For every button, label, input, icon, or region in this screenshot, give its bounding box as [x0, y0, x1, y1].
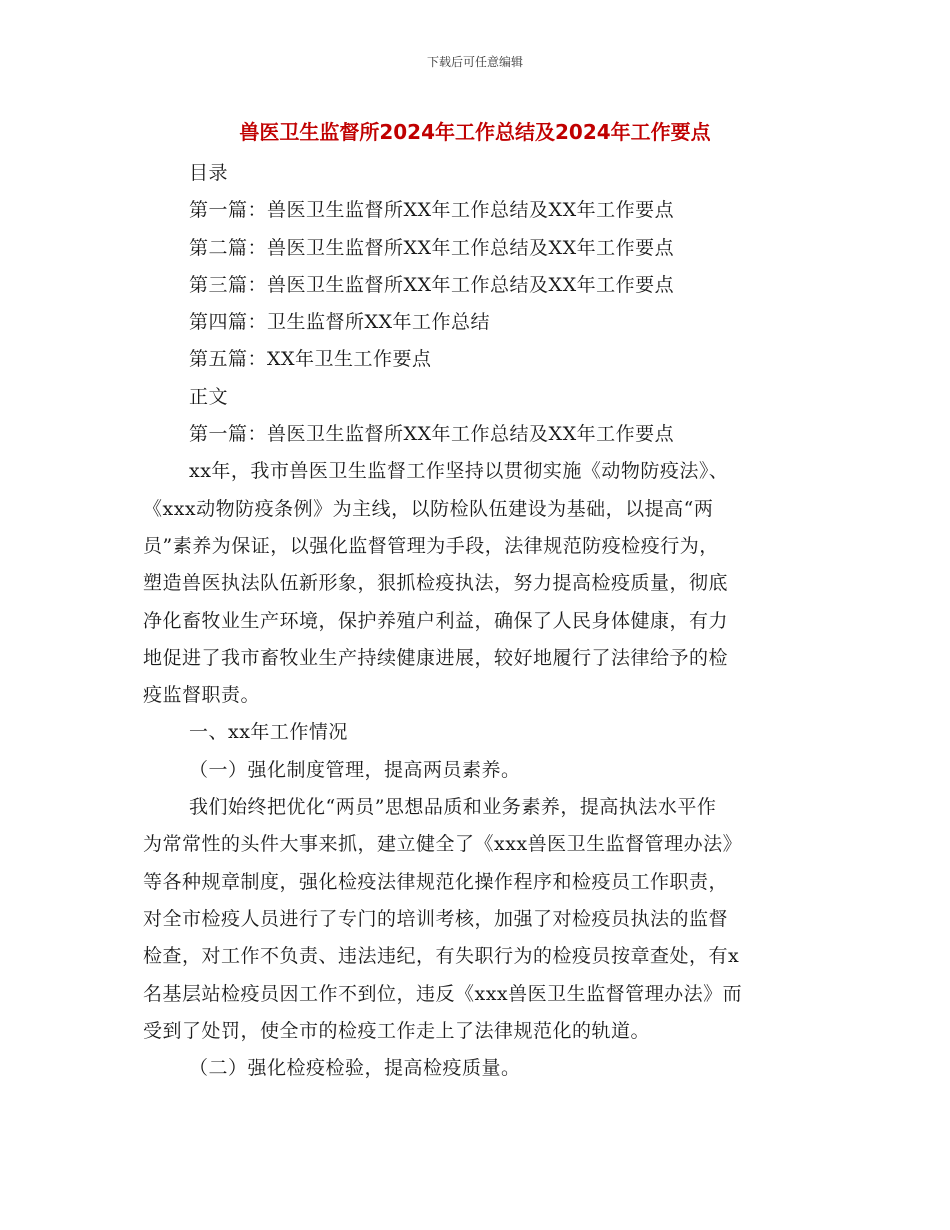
paragraph-line: 等各种规章制度，强化检疫法律规范化操作程序和检疫员工作职责， — [143, 870, 729, 893]
paragraph-line: 我们始终把优化“两员”思想品质和业务素养，提高执法水平作 — [189, 796, 717, 819]
toc-heading: 目录 — [189, 162, 229, 184]
document-body — [143, 155, 808, 1087]
intro-line: 净化畜牧业生产环境，保护养殖户利益，确保了人民身体健康，有力 — [143, 609, 729, 632]
paragraph-line: 检查，对工作不负责、违法违纪，有失职行为的检疫员按章查处，有x — [143, 945, 740, 968]
intro-line: 塑造兽医执法队伍新形象，狠抓检疫执法，努力提高检疫质量，彻底 — [143, 572, 729, 595]
intro-line: 《xxx动物防疫条例》为主线，以防检队伍建设为基础，以提高“两 — [143, 497, 714, 520]
part-title: 第一篇：兽医卫生监督所XX年工作总结及XX年工作要点 — [189, 423, 675, 446]
paragraph-line: 为常常性的头件大事来抓，建立健全了《xxx兽医卫生监督管理办法》 — [143, 833, 743, 856]
paragraph-line: 对全市检疫人员进行了专门的培训考核，加强了对检疫员执法的监督 — [143, 907, 729, 930]
document-title: 兽医卫生监督所2024年工作总结及2024年工作要点 — [239, 120, 711, 144]
body-heading: 正文 — [189, 385, 229, 408]
intro-line: 疫监督职责。 — [143, 684, 261, 707]
paragraph-line: 受到了处罚，使全市的检疫工作走上了法律规范化的轨道。 — [143, 1019, 651, 1042]
subsection-heading: （一）强化制度管理，提高两员素养。 — [189, 758, 521, 781]
toc-item: 第五篇：XX年卫生工作要点 — [189, 348, 432, 371]
paragraph-line: 名基层站检疫员因工作不到位，违反《xxx兽医卫生监督管理办法》而 — [143, 982, 743, 1005]
page-header-note: 下载后可任意编辑 — [426, 55, 523, 69]
toc-item: 第四篇：卫生监督所XX年工作总结 — [189, 311, 491, 334]
intro-line: 地促进了我市畜牧业生产持续健康进展，较好地履行了法律给予的检 — [143, 646, 729, 669]
toc-item: 第二篇：兽医卫生监督所XX年工作总结及XX年工作要点 — [189, 236, 675, 259]
subsection-heading: （二）强化检疫检验，提高检疫质量。 — [189, 1057, 521, 1080]
section-heading: 一、xx年工作情况 — [189, 721, 348, 744]
toc-item: 第一篇：兽医卫生监督所XX年工作总结及XX年工作要点 — [189, 199, 675, 222]
intro-line: 员”素养为保证，以强化监督管理为手段，法律规范防疫检疫行为， — [143, 534, 719, 557]
intro-line: xx年，我市兽医卫生监督工作坚持以贯彻实施《动物防疫法》、 — [189, 460, 729, 483]
toc-item: 第三篇：兽医卫生监督所XX年工作总结及XX年工作要点 — [189, 273, 675, 296]
